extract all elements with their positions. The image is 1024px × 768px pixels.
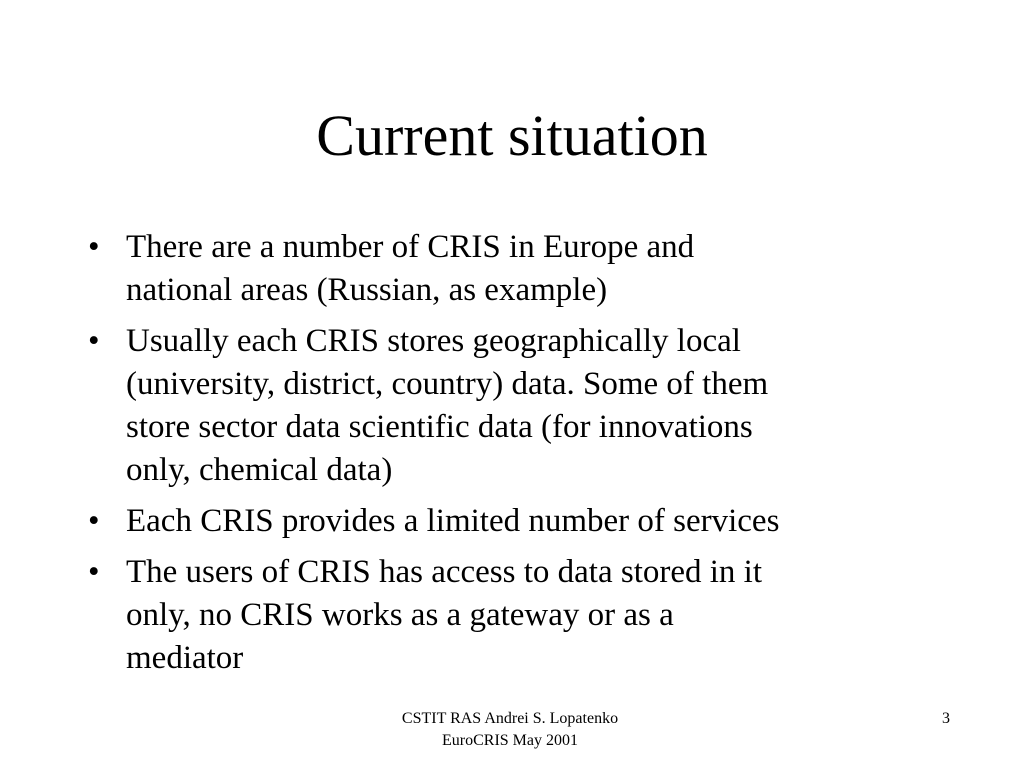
page-number: 3 (942, 710, 950, 727)
bullet-line: Each CRIS provides a limited number of services (126, 503, 780, 539)
slide-title: Current situation (316, 103, 708, 168)
slide-footer (360, 708, 660, 752)
bullet-line: only, no CRIS works as a gateway or as a (126, 597, 674, 633)
bullet-list (84, 226, 924, 688)
bullet-item (84, 226, 924, 312)
bullet-icon: • (88, 229, 100, 265)
bullet-icon: • (88, 323, 100, 359)
bullet-line: The users of CRIS has access to data stored in it (126, 554, 763, 590)
bullet-icon: • (88, 554, 100, 590)
bullet-line: only, chemical data) (126, 452, 393, 488)
footer-event: EuroCRIS May 2001 (442, 732, 578, 749)
footer-author: CSTIT RAS Andrei S. Lopatenko (401, 710, 619, 727)
bullet-icon: • (88, 503, 100, 539)
bullet-line: store sector data scientific data (for innovations (126, 409, 753, 445)
bullet-line: (university, district, country) data. Some of them (126, 366, 769, 402)
bullet-line: There are a number of CRIS in Europe and (126, 229, 695, 265)
bullet-line: Usually each CRIS stores geographically local (126, 323, 741, 359)
bullet-item (84, 320, 924, 492)
bullet-line: mediator (126, 640, 244, 676)
bullet-item (84, 551, 924, 680)
bullet-line: national areas (Russian, as example) (126, 272, 608, 308)
bullet-item (84, 500, 924, 543)
